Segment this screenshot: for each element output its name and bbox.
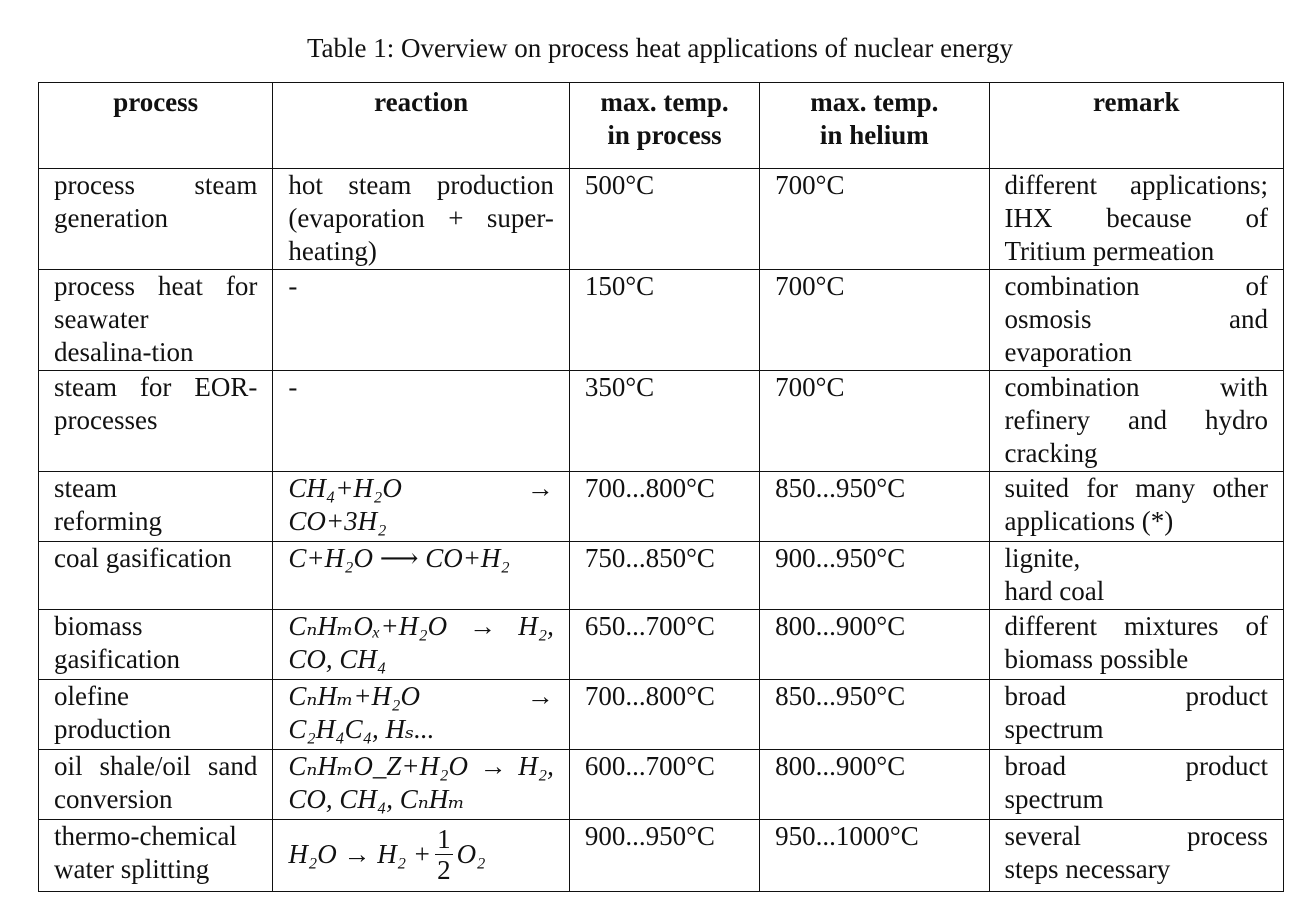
cell-remark	[989, 270, 1284, 371]
table-row	[39, 820, 1284, 892]
cell-remark	[989, 169, 1284, 270]
cell-line: spectrum	[1004, 714, 1104, 744]
cell-line: (evaporation + super-	[288, 203, 554, 233]
cell-process	[39, 371, 273, 472]
cell-line: CO, CH₄	[288, 644, 387, 674]
cell-max-temp-helium: 700°C	[760, 270, 989, 371]
table-row	[39, 610, 1284, 680]
cell-line: CₙHₘOₓ+H₂O → H₂,	[288, 611, 554, 641]
cell-line: combination of	[1004, 271, 1268, 301]
table-row	[39, 371, 1284, 472]
cell-line: CO+3H₂	[288, 506, 387, 536]
cell-remark	[989, 542, 1284, 610]
cell-line: different applications;	[1004, 170, 1268, 200]
fraction-numerator: 1	[437, 824, 451, 854]
cell-process	[39, 270, 273, 371]
cell-line: -	[288, 372, 298, 402]
cell-line: oil shale/oil sand	[54, 751, 258, 781]
cell-max-temp-process: 350°C	[569, 371, 759, 472]
cell-reaction	[273, 820, 569, 892]
cell-line: evaporation	[1004, 337, 1132, 367]
cell-reaction	[273, 542, 569, 610]
cell-remark	[989, 472, 1284, 542]
cell-line: processes	[54, 405, 158, 435]
cell-process	[39, 169, 273, 270]
cell-line: coal gasification	[54, 543, 232, 573]
table-row	[39, 169, 1284, 270]
process-heat-table	[38, 82, 1284, 892]
header-remark: remark	[989, 83, 1284, 169]
table-row	[39, 542, 1284, 610]
cell-line: thermo-chemical	[54, 821, 237, 851]
cell-line: Tritium permeation	[1004, 236, 1215, 266]
cell-reaction	[273, 270, 569, 371]
cell-max-temp-process: 900...950°C	[569, 820, 759, 892]
cell-line: applications (*)	[1004, 506, 1174, 536]
cell-max-temp-helium: 900...950°C	[760, 542, 989, 610]
cell-remark	[989, 680, 1284, 750]
cell-line: process heat for	[54, 271, 258, 301]
cell-process	[39, 680, 273, 750]
cell-max-temp-helium: 800...900°C	[760, 610, 989, 680]
table-row	[39, 680, 1284, 750]
table-caption: Table 1: Overview on process heat applications of nuclear energy	[306, 33, 1014, 63]
cell-line: biomass possible	[1004, 644, 1189, 674]
cell-line: hot steam production	[288, 170, 554, 200]
cell-max-temp-process: 650...700°C	[569, 610, 759, 680]
cell-line: steam for EOR-	[54, 372, 258, 402]
cell-max-temp-helium: 800...900°C	[760, 750, 989, 820]
cell-max-temp-process: 150°C	[569, 270, 759, 371]
table-row	[39, 270, 1284, 371]
header-max-temp-process: max. temp. in process	[569, 83, 759, 169]
cell-max-temp-process: 500°C	[569, 169, 759, 270]
cell-max-temp-process: 700...800°C	[569, 680, 759, 750]
reaction-formula	[288, 824, 485, 885]
cell-line: broad product	[1004, 681, 1268, 711]
table-header-row	[39, 83, 1284, 169]
cell-process	[39, 820, 273, 892]
header-reaction: reaction	[273, 83, 569, 169]
cell-line: seawater	[54, 304, 149, 334]
cell-max-temp-process: 600...700°C	[569, 750, 759, 820]
cell-line: combination with	[1004, 372, 1268, 402]
cell-reaction	[273, 610, 569, 680]
cell-line: C+H₂O ⟶ CO+H₂	[288, 543, 510, 573]
cell-line: CₙHₘ+H₂O →	[288, 681, 554, 711]
cell-process	[39, 610, 273, 680]
cell-process	[39, 750, 273, 820]
cell-remark	[989, 371, 1284, 472]
cell-line: lignite,	[1004, 543, 1081, 573]
header-max-temp-helium: max. temp. in helium	[760, 83, 989, 169]
cell-line: generation	[54, 203, 168, 233]
cell-line: process steam	[54, 170, 258, 200]
formula-fraction	[435, 824, 453, 885]
cell-max-temp-process: 700...800°C	[569, 472, 759, 542]
header-process: process	[39, 83, 273, 169]
cell-line: reforming	[54, 506, 162, 536]
fraction-denominator: 2	[437, 855, 451, 885]
cell-line: CₙHₘO_Z+H₂O → H₂,	[288, 751, 554, 781]
cell-line: desalina-tion	[54, 337, 194, 367]
cell-line: biomass	[54, 611, 143, 641]
cell-process	[39, 542, 273, 610]
cell-line: refinery and hydro	[1004, 405, 1268, 435]
cell-line: suited for many other	[1004, 473, 1268, 503]
cell-line: -	[288, 271, 298, 301]
cell-max-temp-helium: 700°C	[760, 371, 989, 472]
cell-line: CO, CH₄, CₙHₘ	[288, 784, 465, 814]
cell-line: cracking	[1004, 438, 1098, 468]
cell-line: osmosis and	[1004, 304, 1268, 334]
table-row	[39, 750, 1284, 820]
cell-line: C₂H₄C₄, Hₛ...	[288, 714, 435, 744]
cell-line: conversion	[54, 784, 173, 814]
cell-reaction	[273, 750, 569, 820]
table-body	[39, 169, 1284, 892]
cell-reaction	[273, 680, 569, 750]
cell-line: spectrum	[1004, 784, 1104, 814]
cell-reaction	[273, 169, 569, 270]
cell-max-temp-helium: 700°C	[760, 169, 989, 270]
cell-line: olefine	[54, 681, 129, 711]
cell-remark	[989, 610, 1284, 680]
cell-max-temp-helium: 950...1000°C	[760, 820, 989, 892]
cell-max-temp-helium: 850...950°C	[760, 680, 989, 750]
cell-line: heating)	[288, 236, 377, 266]
formula-lhs: H₂O → H₂ +	[288, 839, 432, 869]
cell-remark	[989, 750, 1284, 820]
cell-max-temp-process: 750...850°C	[569, 542, 759, 610]
cell-process	[39, 472, 273, 542]
cell-line: gasification	[54, 644, 180, 674]
cell-line: steps necessary	[1004, 854, 1171, 884]
cell-reaction	[273, 472, 569, 542]
cell-reaction	[273, 371, 569, 472]
cell-line: hard coal	[1004, 576, 1105, 606]
cell-line: steam	[54, 473, 117, 503]
cell-line: several process	[1004, 821, 1268, 851]
cell-line: broad product	[1004, 751, 1268, 781]
cell-remark	[989, 820, 1284, 892]
cell-line: production	[54, 714, 171, 744]
table-row	[39, 472, 1284, 542]
formula-rhs: O₂	[456, 839, 486, 869]
cell-line: water splitting	[54, 854, 210, 884]
cell-line: CH₄+H₂O →	[288, 473, 554, 503]
cell-line: IHX because of	[1004, 203, 1268, 233]
cell-max-temp-helium: 850...950°C	[760, 472, 989, 542]
cell-line: different mixtures of	[1004, 611, 1268, 641]
